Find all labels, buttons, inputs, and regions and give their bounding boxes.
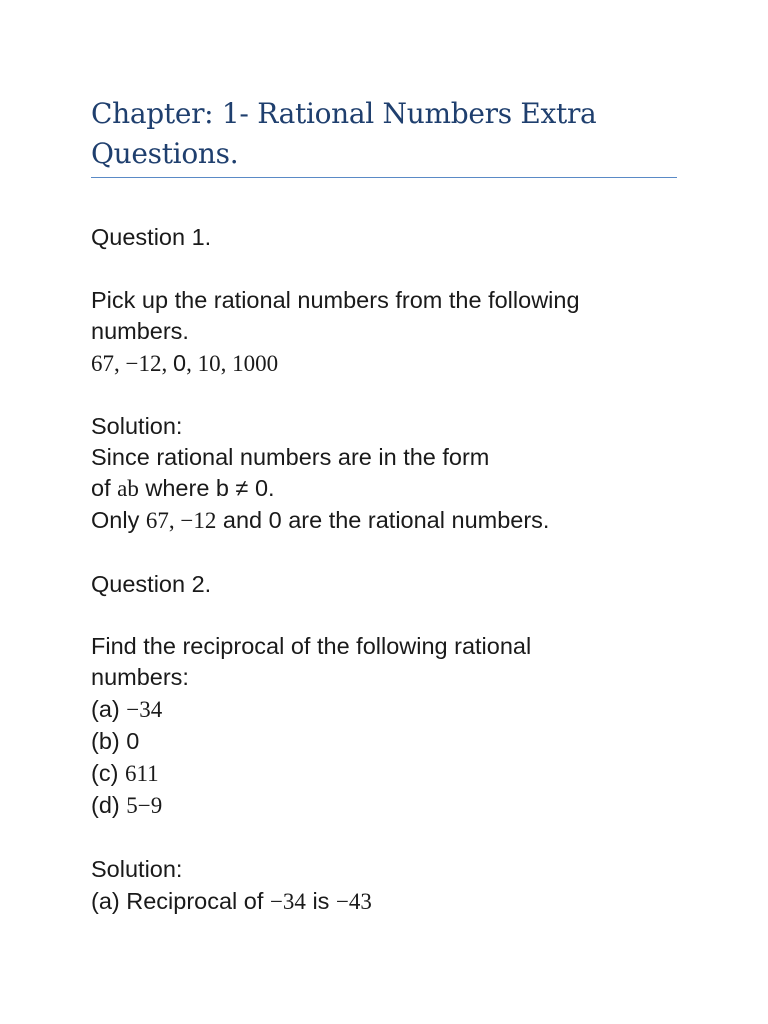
option-value: 0 (126, 728, 140, 754)
chapter-title (91, 94, 677, 174)
option-value: 611 (124, 761, 159, 786)
question-2-option-a (91, 693, 162, 726)
option-value: −34 (126, 697, 163, 722)
fraction-ab: ab (117, 476, 139, 501)
solution-text: Only (91, 507, 146, 533)
question-2-heading: Question 2. (91, 571, 212, 597)
question-2-prompt-line-2: numbers: (91, 664, 189, 690)
option-label: (c) (91, 760, 125, 786)
solution-text: where b ≠ 0. (138, 475, 275, 501)
chapter-title-line-2: Questions. (91, 137, 239, 170)
question-2-option-b (91, 725, 139, 757)
question-1-solution-line-3 (91, 504, 549, 537)
question-1-solution-label: Solution: (91, 413, 183, 439)
solution-text: and 0 are the rational numbers. (216, 507, 550, 533)
fraction-value: −34 (269, 889, 306, 914)
chapter-title-line-1: Chapter: 1- Rational Numbers Extra (91, 97, 597, 130)
question-1-prompt-line-2: numbers. (91, 318, 189, 344)
question-2-prompt-line-1: Find the reciprocal of the following rational (91, 633, 532, 659)
question-1-solution-line-1: Since rational numbers are in the form (91, 444, 490, 470)
fraction-value: −43 (335, 889, 372, 914)
numbers-math-part-1: 67, −12, (91, 351, 173, 376)
question-1-solution-line-2 (91, 472, 275, 505)
solution-text: (a) Reciprocal of (91, 888, 270, 914)
question-1-heading: Question 1. (91, 224, 212, 250)
solution-text: of (91, 475, 118, 501)
question-2-solution-a (91, 885, 372, 918)
option-label: (a) (91, 696, 127, 722)
option-value: 5−9 (126, 793, 163, 818)
title-underline (91, 177, 677, 178)
question-1-prompt-line-1: Pick up the rational numbers from the following (91, 287, 580, 313)
solution-text: is (305, 888, 336, 914)
numbers-zero: 0 (172, 350, 187, 376)
option-label: (d) (91, 792, 127, 818)
question-2-option-c (91, 757, 159, 790)
question-1-numbers (91, 347, 278, 380)
option-label: (b) (91, 728, 127, 754)
rational-list: 67, −12 (145, 508, 217, 533)
question-2-option-d (91, 789, 162, 822)
question-2-solution-label: Solution: (91, 856, 183, 882)
numbers-math-part-2: , 10, 1000 (186, 351, 279, 376)
